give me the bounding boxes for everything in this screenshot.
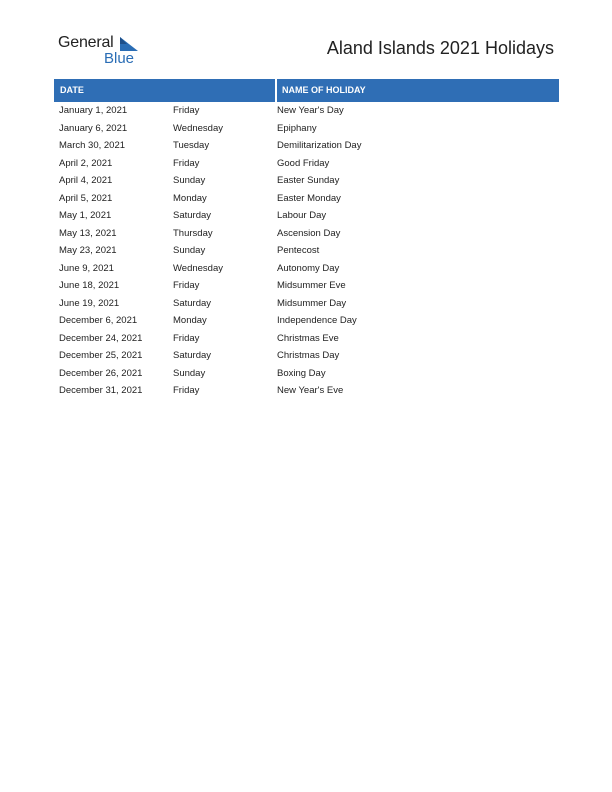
table-row (54, 382, 559, 400)
row-holiday-name: Good Friday (277, 157, 330, 169)
row-holiday-name: Easter Sunday (277, 175, 340, 186)
table-row (54, 242, 559, 260)
header-holiday-name: NAME OF HOLIDAY (282, 85, 366, 95)
row-holiday-name: Labour Day (277, 210, 327, 221)
row-holiday-name: Autonomy Day (277, 262, 340, 274)
row-weekday: Saturday (173, 297, 212, 309)
row-date: December 25, 2021 (59, 350, 143, 361)
row-date: April 4, 2021 (59, 175, 113, 186)
table-row (54, 277, 559, 295)
table-row (54, 120, 559, 138)
table-row (54, 155, 559, 173)
row-holiday-name: Demilitarization Day (277, 140, 362, 151)
table-row (54, 330, 559, 348)
row-date: May 13, 2021 (59, 227, 117, 239)
table-row (54, 295, 559, 313)
row-holiday-name: Midsummer Eve (277, 280, 346, 291)
brand-logo (58, 34, 168, 68)
row-weekday: Friday (173, 105, 200, 116)
row-weekday: Monday (173, 192, 207, 204)
row-weekday: Friday (173, 385, 200, 396)
row-date: December 6, 2021 (59, 315, 138, 326)
row-holiday-name: Independence Day (277, 315, 357, 326)
table-row (54, 365, 559, 383)
header-date: DATE (60, 85, 84, 95)
row-holiday-name: Christmas Day (277, 350, 340, 361)
table-row (54, 172, 559, 190)
row-date: June 19, 2021 (59, 297, 120, 309)
table-body (54, 102, 559, 400)
table-row (54, 102, 559, 120)
row-weekday: Sunday (173, 175, 206, 186)
logo-triangle-icon (120, 37, 138, 51)
row-date: June 18, 2021 (59, 280, 120, 291)
row-weekday: Friday (173, 280, 200, 291)
row-date: January 1, 2021 (59, 105, 128, 116)
table-row (54, 207, 559, 225)
row-weekday: Wednesday (173, 262, 223, 274)
row-holiday-name: Pentecost (277, 245, 320, 256)
row-weekday: Sunday (173, 245, 206, 256)
row-weekday: Monday (173, 315, 207, 326)
row-weekday: Sunday (173, 367, 206, 379)
table-row (54, 225, 559, 243)
table-row (54, 137, 559, 155)
row-weekday: Tuesday (173, 140, 210, 151)
table-row (54, 347, 559, 365)
table-row (54, 260, 559, 278)
row-date: June 9, 2021 (59, 262, 114, 274)
table-row (54, 190, 559, 208)
row-holiday-name: Easter Monday (277, 192, 341, 204)
logo-word-blue: Blue (104, 50, 135, 67)
row-holiday-name: Boxing Day (277, 367, 326, 379)
row-date: May 23, 2021 (59, 245, 117, 256)
row-weekday: Thursday (173, 227, 213, 239)
row-date: April 5, 2021 (59, 192, 113, 204)
row-weekday: Friday (173, 332, 200, 344)
row-holiday-name: Ascension Day (277, 227, 341, 239)
row-weekday: Friday (173, 157, 200, 169)
row-holiday-name: Midsummer Day (277, 297, 347, 309)
logo-word-general: General (58, 34, 114, 51)
table-header (54, 79, 559, 102)
row-date: January 6, 2021 (59, 122, 128, 134)
row-holiday-name: Christmas Eve (277, 332, 339, 344)
row-weekday: Wednesday (173, 122, 223, 134)
page-title: Aland Islands 2021 Holidays (326, 38, 554, 58)
row-date: April 2, 2021 (59, 157, 113, 169)
row-weekday: Saturday (173, 350, 212, 361)
row-date: December 24, 2021 (59, 332, 143, 344)
row-date: May 1, 2021 (59, 210, 112, 221)
row-date: December 26, 2021 (59, 367, 143, 379)
table-row (54, 312, 559, 330)
row-holiday-name: New Year's Eve (277, 385, 344, 396)
row-holiday-name: New Year's Day (277, 105, 344, 116)
row-date: December 31, 2021 (59, 385, 143, 396)
row-date: March 30, 2021 (59, 140, 126, 151)
holidays-table (54, 79, 559, 400)
row-weekday: Saturday (173, 210, 212, 221)
row-holiday-name: Epiphany (277, 122, 317, 134)
